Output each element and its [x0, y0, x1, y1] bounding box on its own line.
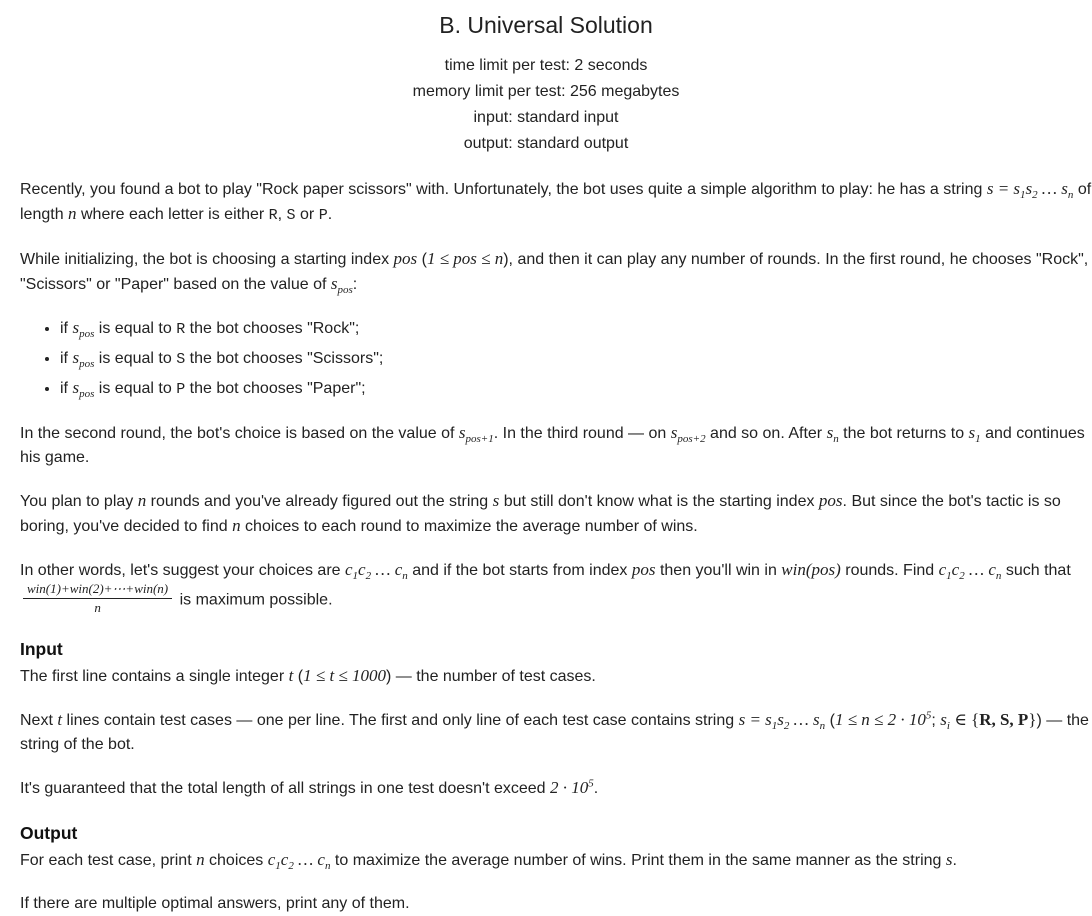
- text-segment: but still don't know what is the starting index: [499, 493, 819, 510]
- text-segment: the bot chooses "Scissors";: [185, 350, 384, 367]
- text-segment: If there are multiple optimal answers, print any of them.: [20, 895, 410, 913]
- text-segment: s: [670, 423, 678, 442]
- text-segment: then you'll win in: [655, 562, 782, 579]
- text-segment: and if the bot starts from index: [407, 562, 632, 579]
- problem-header: [0, 12, 1092, 157]
- text-segment: the bot chooses "Paper";: [185, 380, 366, 397]
- text-segment: and continues his game.: [20, 425, 1085, 466]
- text-segment: s = s: [738, 710, 772, 730]
- output-heading: Output: [20, 823, 78, 844]
- text-segment: You plan to play: [20, 493, 138, 510]
- text-segment: ,: [277, 206, 287, 223]
- text-segment: or: [295, 206, 319, 223]
- text-segment: s = s: [986, 179, 1021, 198]
- text-segment: R, S, P: [979, 710, 1029, 730]
- text-segment: 1: [771, 720, 778, 733]
- text-segment: (: [825, 712, 835, 730]
- text-segment: c: [358, 560, 366, 579]
- text-segment: 2: [783, 720, 790, 733]
- problem-meta: [0, 53, 1092, 157]
- text-segment: rounds and you've already figured out the string: [146, 493, 493, 510]
- text-segment: :: [352, 276, 358, 293]
- text-segment: i: [946, 720, 950, 733]
- text-segment: choices to each round to maximize the average number of wins.: [240, 518, 698, 535]
- text-segment: 1: [275, 860, 281, 873]
- text-segment: . But since the bot's tactic is so boring, you've decided to find: [20, 493, 1061, 535]
- text-segment: is equal to: [94, 320, 177, 337]
- text-segment: While initializing, the bot is choosing a starting index: [20, 251, 394, 268]
- text-segment: ) — the number of test cases.: [386, 668, 596, 686]
- text-segment: pos: [337, 284, 353, 297]
- text-segment: pos: [393, 249, 418, 268]
- problem-title: B. Universal Solution: [439, 12, 653, 38]
- text-segment: P: [176, 381, 186, 398]
- text-segment: the bot chooses "Rock";: [185, 320, 360, 337]
- text-segment: n: [68, 204, 77, 223]
- text-segment: Next: [20, 712, 58, 730]
- input-heading: Input: [20, 639, 63, 660]
- text-segment: s: [330, 274, 338, 293]
- text-segment: .: [593, 780, 599, 798]
- text-segment: … s: [1037, 179, 1068, 198]
- text-segment: (: [417, 251, 427, 268]
- text-segment: n: [402, 570, 408, 583]
- text-segment: 1 ≤ pos ≤ n: [426, 249, 504, 268]
- text-segment: n: [819, 720, 826, 733]
- text-segment: c: [267, 850, 276, 870]
- text-segment: n: [833, 433, 839, 446]
- memory-limit: memory limit per test: 256 megabytes: [412, 83, 680, 100]
- text-segment: .: [952, 852, 957, 870]
- text-segment: c: [951, 560, 960, 579]
- text-segment: s: [968, 423, 976, 442]
- text-segment: pos: [818, 491, 843, 510]
- text-segment: n: [995, 570, 1002, 583]
- text-segment: c: [280, 850, 289, 870]
- text-segment: ), and then it can play any number of rounds. In the first round, he chooses "Rock", "Scissors" or "Paper" based on the value of: [20, 251, 1089, 293]
- text-segment: For each test case, print: [20, 852, 197, 870]
- text-segment: ;: [931, 712, 941, 730]
- text-segment: c: [345, 560, 353, 579]
- text-segment: s: [458, 423, 466, 442]
- statement-paragraph-1: [20, 177, 1092, 228]
- text-segment: to maximize the average number of wins. Print them in the same manner as the string: [330, 852, 946, 870]
- text-segment: n: [232, 516, 241, 535]
- text-segment: In other words, let's suggest your choices are: [20, 562, 345, 579]
- text-segment: s: [777, 710, 784, 730]
- text-segment: 2: [1032, 189, 1038, 202]
- text-segment: }: [1028, 710, 1037, 730]
- text-segment: the bot returns to: [838, 425, 969, 442]
- text-segment: R: [176, 321, 186, 338]
- text-segment: . In the third round — on: [493, 425, 671, 442]
- text-segment: 1: [352, 570, 359, 583]
- text-segment: is maximum possible.: [175, 591, 333, 609]
- text-segment: … s: [789, 710, 820, 730]
- text-segment: … c: [293, 850, 325, 870]
- text-segment: 1: [975, 433, 981, 446]
- text-segment: ) — the string of the bot.: [20, 712, 1089, 754]
- text-segment: if: [60, 320, 73, 337]
- text-segment: where each letter is either: [76, 206, 269, 223]
- text-segment: s: [492, 491, 500, 510]
- output-spec: output: standard output: [463, 135, 629, 152]
- text-segment: 1 ≤ n ≤ 2 · 10: [834, 710, 926, 730]
- text-segment: n: [137, 491, 147, 510]
- text-segment: t: [57, 710, 63, 730]
- list-item-paper: [60, 376, 1092, 402]
- text-segment: 5: [925, 709, 932, 722]
- text-segment: s: [1025, 179, 1033, 198]
- text-segment: such that: [1001, 562, 1071, 579]
- text-segment: pos: [79, 328, 95, 341]
- text-segment: n: [324, 860, 331, 873]
- text-segment: is equal to: [94, 380, 177, 397]
- text-segment: P: [318, 207, 328, 224]
- text-segment: s: [72, 318, 80, 337]
- text-segment: if: [60, 380, 73, 397]
- text-segment: pos+1: [465, 433, 494, 446]
- statement-paragraph-2: [20, 247, 1092, 297]
- text-segment: In the second round, the bot's choice is based on the value of: [20, 425, 459, 442]
- statement-paragraph-4: [20, 489, 1092, 539]
- text-segment: 2 · 10: [550, 778, 589, 798]
- input-paragraph-1: [20, 664, 1092, 689]
- text-segment: choices: [204, 852, 268, 870]
- text-segment: pos: [79, 358, 95, 371]
- input-spec: input: standard input: [473, 109, 619, 126]
- text-segment: of length: [20, 181, 1092, 223]
- text-segment: 1: [946, 570, 952, 583]
- text-segment: It's guaranteed that the total length of all strings in one test doesn't exceed: [20, 780, 551, 798]
- input-paragraph-3: [20, 776, 1092, 801]
- text-segment: ∈ {: [949, 710, 980, 730]
- time-limit: time limit per test: 2 seconds: [444, 57, 648, 74]
- text-segment: s: [826, 423, 834, 442]
- text-segment: s: [72, 378, 80, 397]
- text-segment: lines contain test cases — one per line. The first and only line of each test case contains string: [62, 712, 739, 730]
- output-paragraph-1: [20, 848, 1092, 873]
- text-segment: 5: [588, 777, 594, 790]
- fraction-formula: $\frac{\text{win(1)+win(2)+⋯+win(n)}}{n}$: [23, 581, 172, 615]
- text-segment: and so on. After: [705, 425, 827, 442]
- text-segment: (: [293, 668, 304, 686]
- statement-paragraph-5: [20, 558, 1092, 617]
- output-paragraph-2: [20, 892, 1092, 916]
- text-segment: Recently, you found a bot to play "Rock paper scissors" with. Unfortunately, the bot uses quite a simple algorithm to play: he has a string: [20, 181, 987, 198]
- bot-choice-rules-list: [20, 316, 1092, 402]
- text-segment: S: [176, 351, 186, 368]
- list-item-scissors: [60, 346, 1092, 372]
- text-segment: 2: [365, 570, 372, 583]
- text-segment: 2: [288, 860, 294, 873]
- text-segment: c: [938, 560, 947, 579]
- text-segment: t: [288, 666, 294, 686]
- text-segment: .: [327, 206, 333, 223]
- text-segment: rounds. Find: [840, 562, 939, 579]
- text-segment: n: [1067, 189, 1074, 202]
- list-item-rock: [60, 316, 1092, 342]
- text-segment: The first line contains a single integer: [20, 668, 289, 686]
- text-segment: pos: [79, 388, 95, 401]
- text-segment: pos: [631, 560, 656, 579]
- text-segment: pos+2: [677, 433, 706, 446]
- text-segment: if: [60, 350, 73, 367]
- statement-paragraph-3: [20, 421, 1092, 470]
- text-segment: … c: [371, 560, 403, 579]
- text-segment: s: [940, 710, 947, 730]
- text-segment: s: [945, 850, 953, 870]
- text-segment: S: [286, 207, 296, 224]
- text-segment: R: [268, 207, 278, 224]
- text-segment: 1 ≤ t ≤ 1000: [303, 666, 386, 686]
- text-segment: is equal to: [94, 350, 177, 367]
- problem-statement: [20, 177, 1092, 916]
- text-segment: n: [196, 850, 205, 870]
- text-segment: win(pos): [781, 560, 841, 579]
- text-segment: … c: [964, 560, 996, 579]
- text-segment: 2: [959, 570, 965, 583]
- input-paragraph-2: [20, 708, 1092, 757]
- text-segment: 1: [1020, 189, 1026, 202]
- text-segment: s: [72, 348, 80, 367]
